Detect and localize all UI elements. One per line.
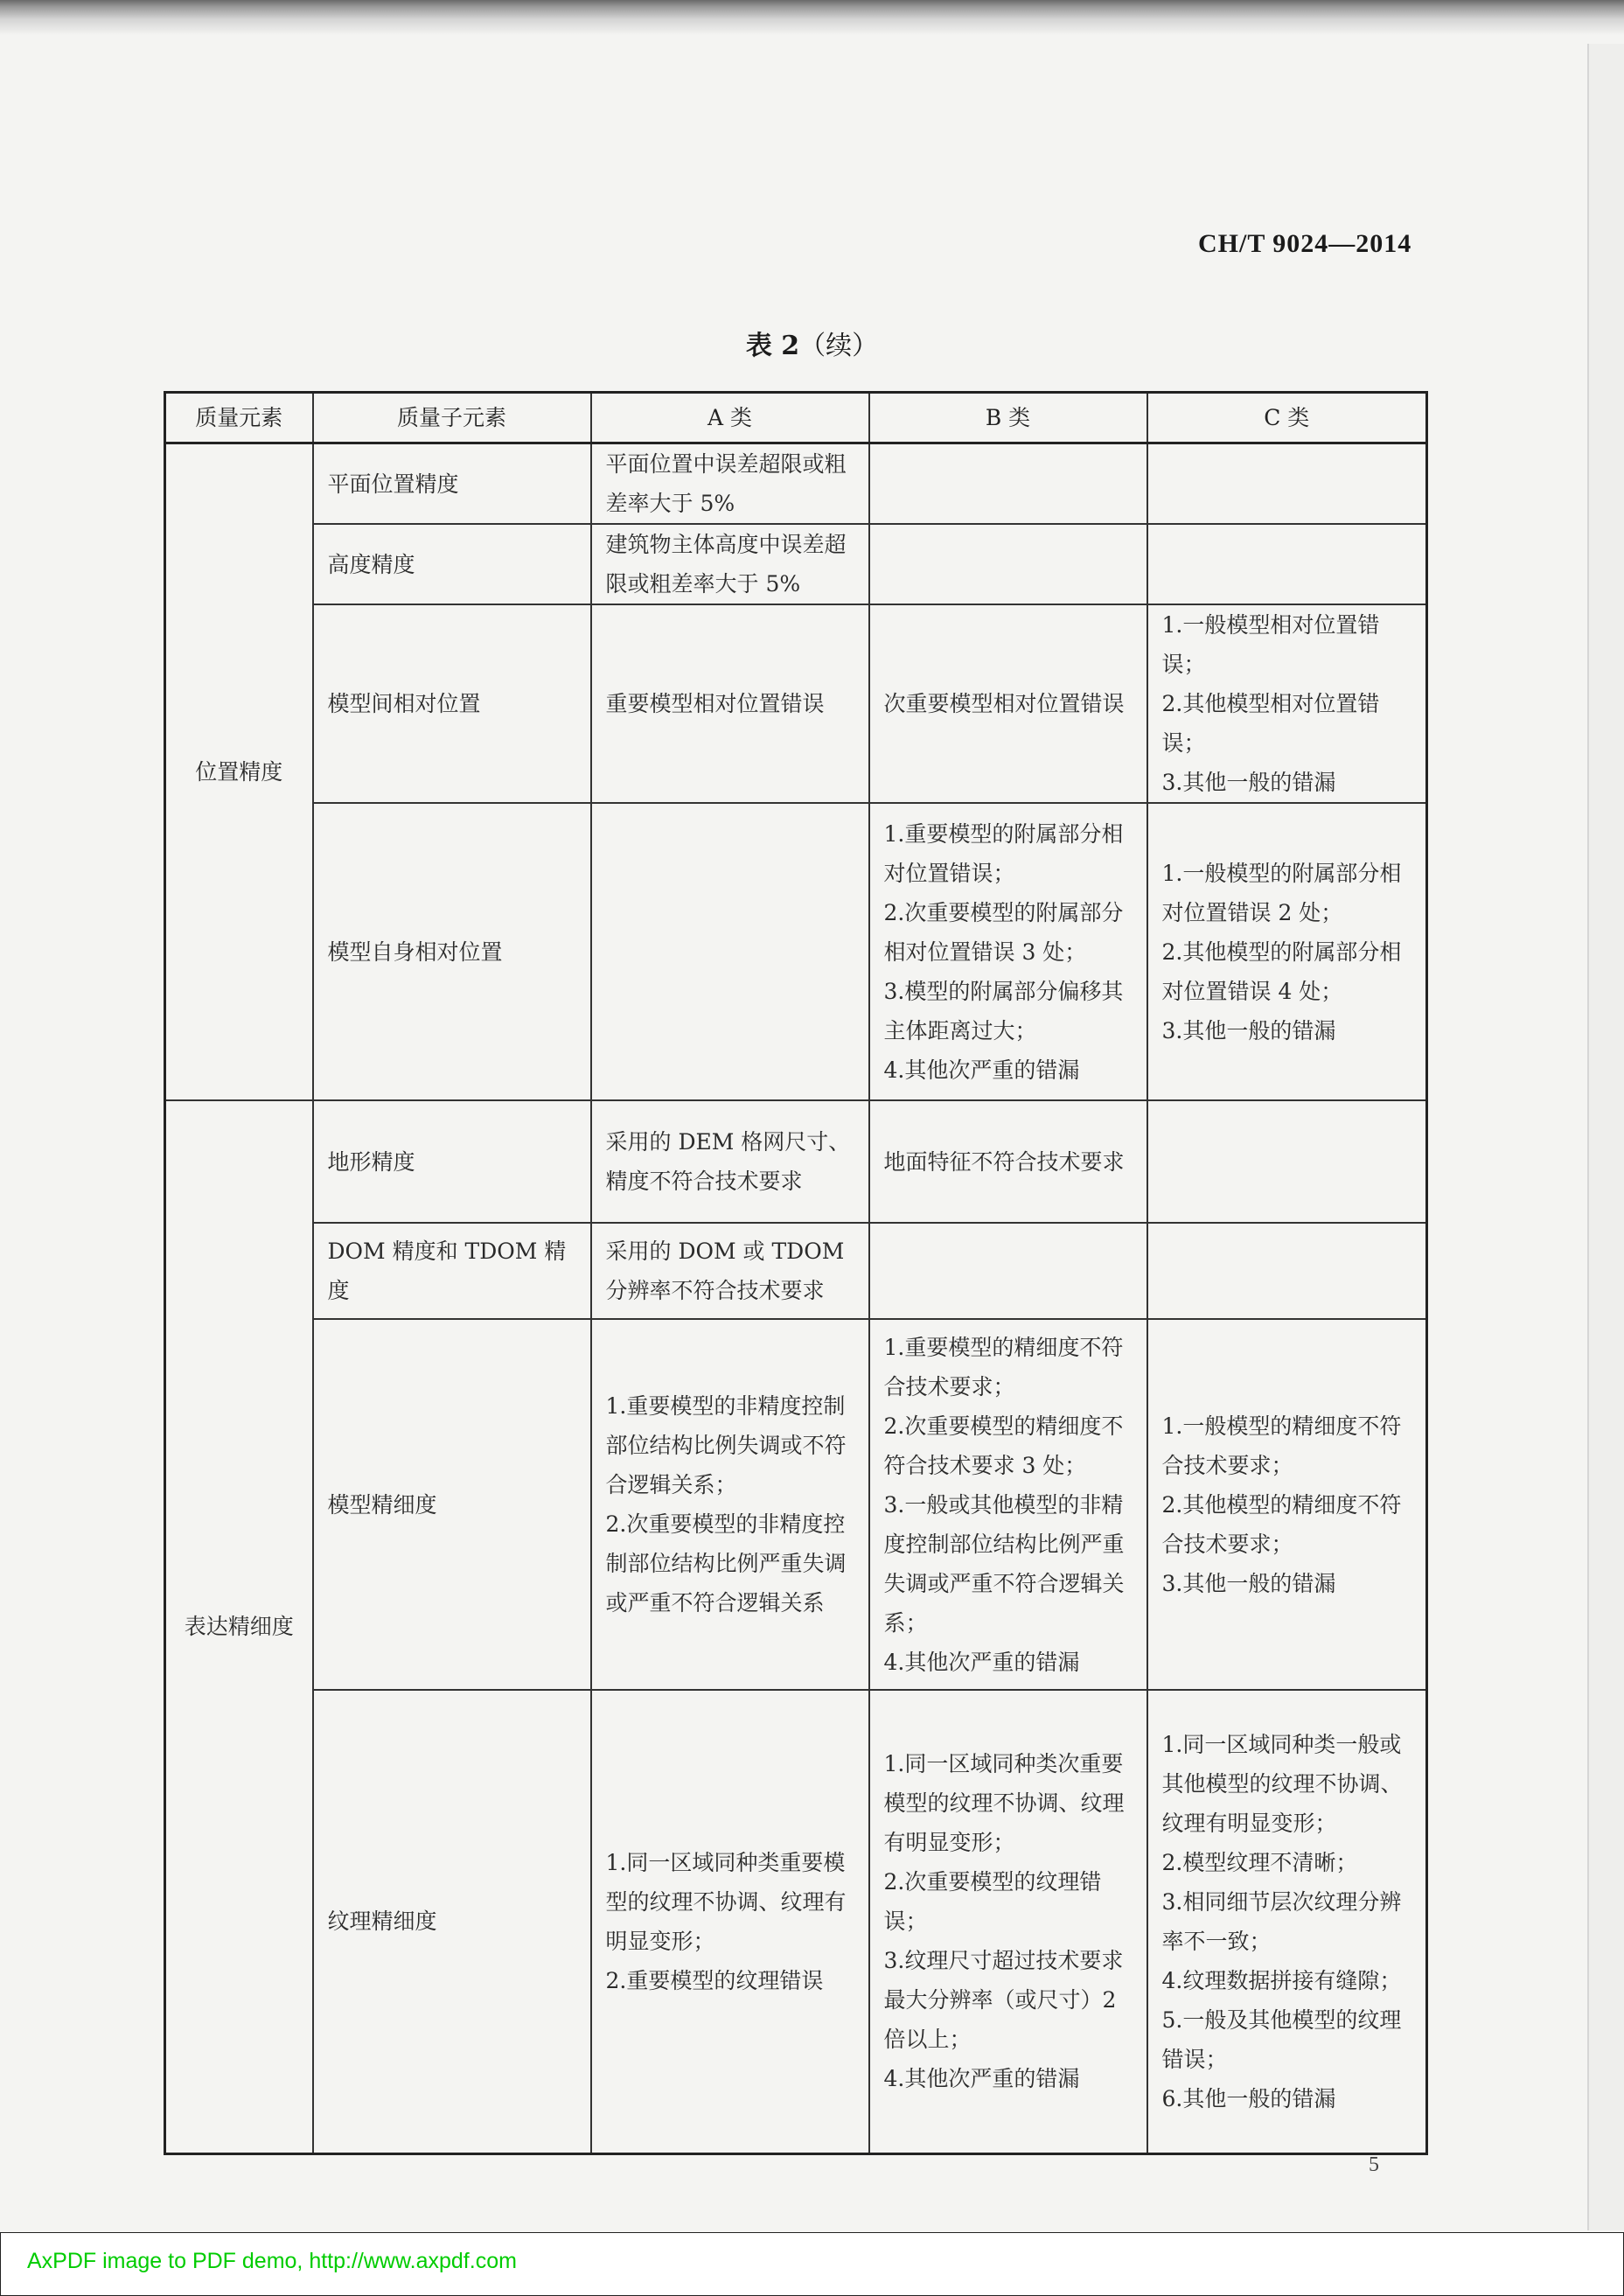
table-body [165,443,1427,2154]
cell-line: 1.一般模型的附属部分相对位置错误 2 处； [1161,860,1402,925]
cell-line: 次重要模型相对位置错误 [883,691,1125,716]
table-row [165,1100,1427,1223]
col-header-class-c: C 类 [1147,393,1427,443]
cell-line: DOM 精度和 TDOM 精度 [327,1239,567,1303]
col-header-subelement: 质量子元素 [313,393,591,443]
cell-line: 2.次重要模型的非精度控制部位结构比例严重失调或严重不符合逻辑关系 [605,1511,847,1616]
class-c-cell [1147,1100,1427,1223]
cell-line: 建筑物主体高度中误差超限或粗差率大于 5% [605,532,847,597]
class-b-cell [869,524,1147,604]
col-header-element: 质量元素 [165,393,313,443]
cell-line: 1.一般模型相对位置错误； [1161,612,1380,677]
class-b-cell [869,1100,1147,1223]
class-b-cell [869,803,1147,1100]
cell-line: 2.其他模型的精细度不符合技术要求； [1161,1491,1402,1557]
class-a-cell [591,443,869,525]
class-c-cell [1147,1223,1427,1319]
cell-line: 3.其他一般的错漏 [1161,1017,1336,1043]
cell-line: 2.次重要模型的附属部分相对位置错误 3 处； [883,899,1124,965]
quality-error-table [164,391,1428,2155]
cell-line: 3.相同细节层次纹理分辨率不一致； [1161,1888,1402,1954]
table-title-suffix: （续） [799,331,879,361]
subelement-cell [313,443,591,525]
cell-line: 平面位置精度 [327,471,459,497]
class-b-cell [869,1690,1147,2153]
quality-element-cell: 位置精度 [165,443,313,1101]
cell-line: 纹理精细度 [327,1909,437,1935]
table-title-label: 表 2 [745,331,800,361]
cell-line: 模型精细度 [327,1491,437,1518]
class-b-cell [869,1223,1147,1319]
table-row [165,443,1427,525]
table-row [165,604,1427,803]
class-a-cell [591,1100,869,1223]
cell-line: 4.其他次严重的错漏 [883,1649,1080,1675]
cell-line: 1.重要模型的非精度控制部位结构比例失调或不符合逻辑关系； [605,1393,847,1497]
col-header-class-b: B 类 [869,393,1147,443]
cell-line: 采用的 DOM 或 TDOM 分辨率不符合技术要求 [605,1239,845,1303]
table-row [165,1223,1427,1319]
cell-line: 高度精度 [327,551,415,577]
cell-line: 2.其他模型的附属部分相对位置错误 4 处； [1161,939,1402,1004]
cell-line: 1.同一区域同种类一般或其他模型的纹理不协调、纹理有明显变形； [1161,1731,1403,1836]
class-c-cell [1147,1319,1427,1690]
class-a-cell [591,1319,869,1690]
demo-watermark-bar [0,2232,1624,2296]
subelement-cell [313,1100,591,1223]
subelement-cell [313,803,591,1100]
cell-line: 3.一般或其他模型的非精度控制部位结构比例严重失调或严重不符合逻辑关系； [883,1491,1125,1636]
class-c-cell [1147,1690,1427,2153]
table-row [165,803,1427,1100]
cell-line: 重要模型相对位置错误 [605,691,825,716]
cell-line: 地形精度 [327,1148,415,1175]
cell-line: 2.次重要模型的纹理错误； [883,1869,1102,1935]
cell-line: 4.纹理数据拼接有缝隙； [1161,1967,1402,1993]
table-row [165,524,1427,604]
table-row [165,1319,1427,1690]
page-number: 5 [1369,2153,1379,2176]
cell-line: 1.一般模型的精细度不符合技术要求； [1161,1413,1402,1478]
table-title [0,324,1624,362]
cell-line: 模型间相对位置 [327,691,481,716]
scan-top-shadow [0,0,1624,35]
cell-line: 4.其他次严重的错漏 [883,2066,1080,2092]
subelement-cell [313,1690,591,2153]
cell-line: 5.一般及其他模型的纹理错误； [1161,2006,1402,2072]
cell-line: 2.其他模型相对位置错误； [1161,691,1380,756]
class-b-cell [869,1319,1147,1690]
table-header-row [165,393,1427,443]
class-b-cell [869,443,1147,525]
standard-code: CH/T 9024—2014 [1198,229,1412,258]
class-a-cell [591,1690,869,2153]
cell-line: 2.重要模型的纹理错误 [605,1967,824,1993]
class-a-cell [591,604,869,803]
subelement-cell [313,1319,591,1690]
cell-line: 6.其他一般的错漏 [1161,2085,1336,2111]
class-c-cell [1147,604,1427,803]
table-row [165,1690,1427,2153]
cell-line: 4.其他次严重的错漏 [883,1057,1080,1083]
cell-line: 2.次重要模型的精细度不符合技术要求 3 处； [883,1413,1124,1478]
scan-page-edge [1587,44,1624,2230]
cell-line: 平面位置中误差超限或粗差率大于 5% [605,451,847,516]
cell-line: 采用的 DEM 格网尺寸、精度不符合技术要求 [605,1129,851,1194]
cell-line: 1.同一区域同种类重要模型的纹理不协调、纹理有明显变形； [605,1849,847,1954]
subelement-cell [313,524,591,604]
class-a-cell [591,524,869,604]
cell-line: 3.模型的附属部分偏移其主体距离过大； [883,978,1124,1043]
cell-line: 1.重要模型的精细度不符合技术要求； [883,1334,1124,1399]
cell-line: 3.纹理尺寸超过技术要求最大分辨率（或尺寸）2 倍以上； [883,1948,1124,2053]
class-c-cell [1147,803,1427,1100]
class-a-cell [591,803,869,1100]
class-c-cell [1147,443,1427,525]
subelement-cell [313,1223,591,1319]
col-header-class-a: A 类 [591,393,869,443]
cell-line: 模型自身相对位置 [327,939,503,965]
class-c-cell [1147,524,1427,604]
cell-line: 1.重要模型的附属部分相对位置错误； [883,820,1124,886]
cell-line: 2.模型纹理不清晰； [1161,1849,1358,1875]
class-b-cell [869,604,1147,803]
cell-line: 地面特征不符合技术要求 [883,1148,1125,1175]
class-a-cell [591,1223,869,1319]
quality-element-cell: 表达精细度 [165,1100,313,2153]
cell-line: 3.其他一般的错漏 [1161,1570,1336,1596]
demo-watermark-text: AxPDF image to PDF demo, http://www.axpdf.com [27,2249,517,2273]
cell-line: 3.其他一般的错漏 [1161,770,1336,795]
cell-line: 1.同一区域同种类次重要模型的纹理不协调、纹理有明显变形； [883,1751,1125,1856]
subelement-cell [313,604,591,803]
